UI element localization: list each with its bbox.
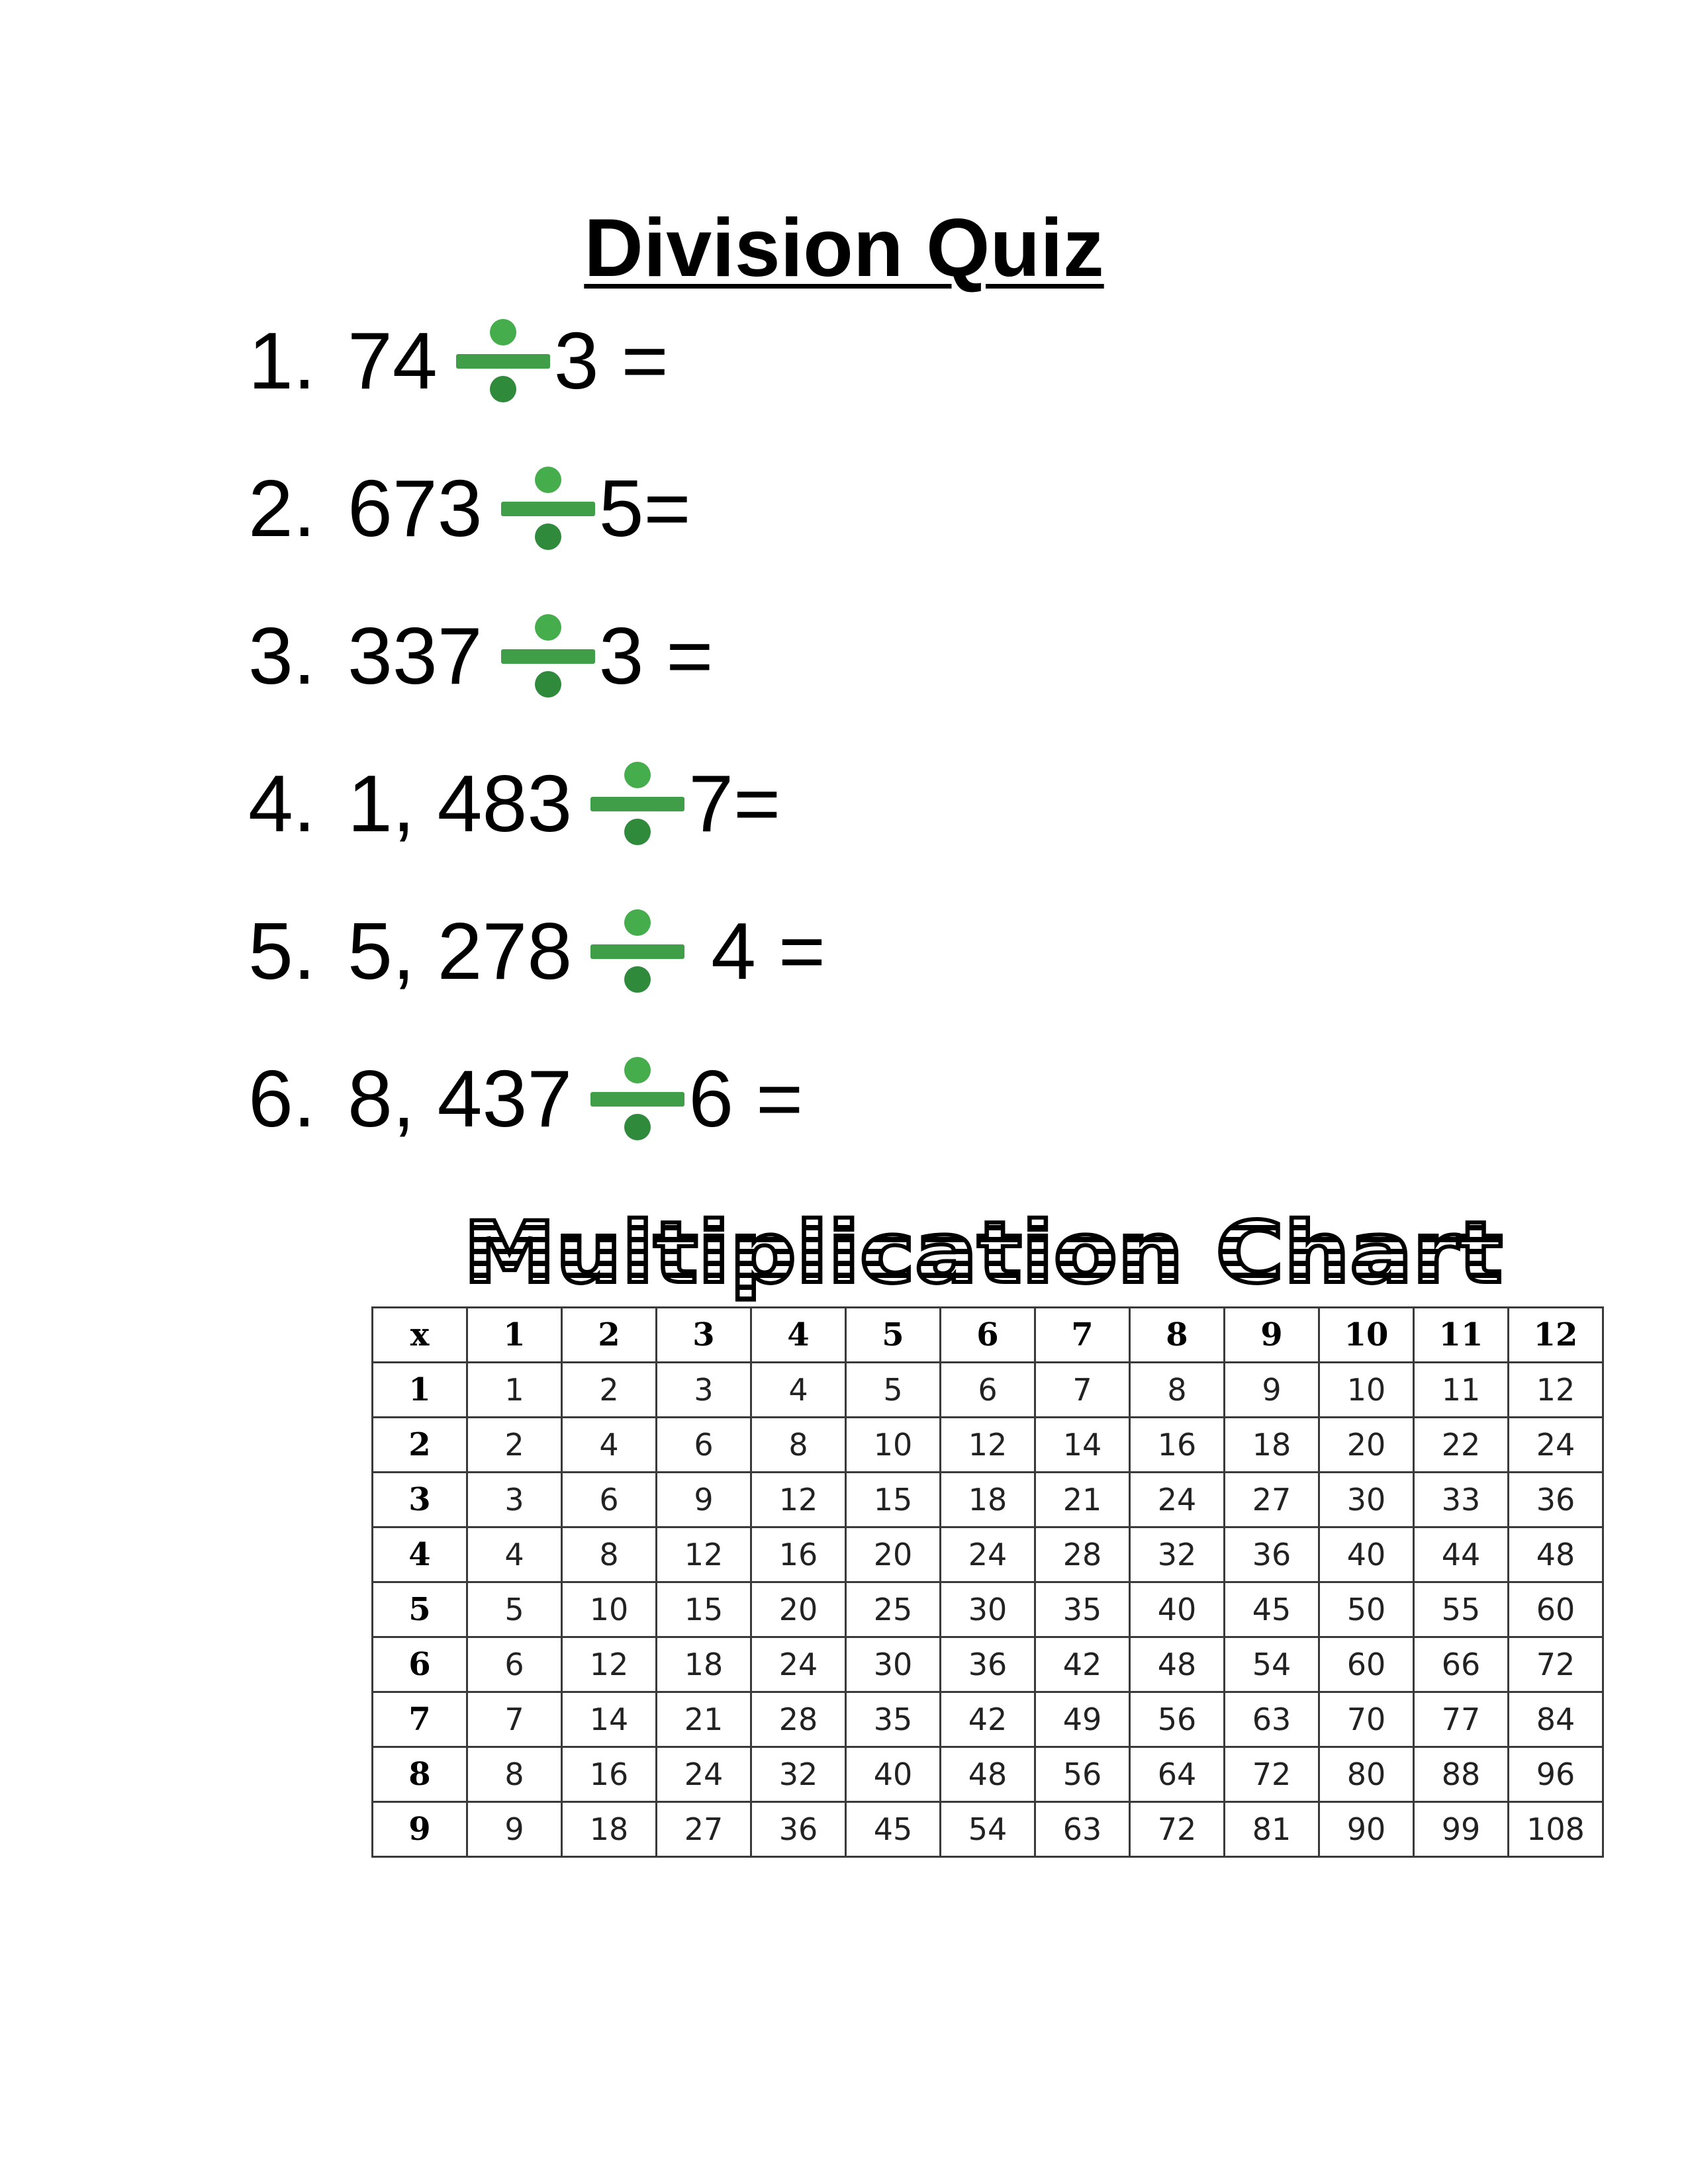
table-cell: 99 (1414, 1802, 1509, 1857)
table-cell: 72 (1130, 1802, 1225, 1857)
problem-number: 3. (248, 611, 316, 701)
table-cell: 4 (562, 1418, 657, 1473)
division-dot-bottom (535, 671, 561, 698)
table-cell: 6 (941, 1363, 1035, 1418)
table-cell: 12 (562, 1637, 657, 1692)
chart-title-text: Multiplication Chart (463, 1204, 1503, 1302)
division-dot-bottom (535, 523, 561, 550)
table-cell: 12 (1509, 1363, 1603, 1418)
division-dot-top (490, 319, 516, 345)
table-cell: 30 (846, 1637, 941, 1692)
table-cell: 18 (657, 1637, 751, 1692)
problem-5 (248, 898, 825, 1004)
problem-1 (248, 308, 669, 414)
division-dot-bottom (624, 819, 651, 845)
table-cell: 45 (846, 1802, 941, 1857)
table-row (373, 1747, 1603, 1802)
problem-dividend: 673 (348, 463, 483, 553)
table-cell: 12 (657, 1527, 751, 1582)
table-cell: 15 (657, 1582, 751, 1637)
division-sign-icon (501, 465, 595, 551)
problem-number: 5. (248, 906, 316, 996)
division-dot-top (624, 1057, 651, 1083)
division-dot-bottom (624, 966, 651, 993)
problem-dividend: 5, 278 (348, 906, 573, 996)
table-header-cell: 7 (1035, 1308, 1130, 1363)
table-cell: 32 (751, 1747, 846, 1802)
table-cell: 2 (467, 1418, 562, 1473)
table-cell: 16 (1130, 1418, 1225, 1473)
table-cell: 8 (1130, 1363, 1225, 1418)
table-cell: 30 (941, 1582, 1035, 1637)
table-cell: 3 (467, 1473, 562, 1527)
table-header-cell: 10 (1319, 1308, 1414, 1363)
division-sign-icon (456, 318, 550, 404)
division-dot-bottom (624, 1114, 651, 1140)
table-cell: 44 (1414, 1527, 1509, 1582)
table-cell: 6 (562, 1473, 657, 1527)
table-cell: 80 (1319, 1747, 1414, 1802)
table-cell: 40 (1319, 1527, 1414, 1582)
table-cell: 14 (562, 1692, 657, 1747)
problem-divisor: 3 = (553, 316, 669, 406)
problem-dividend: 8, 437 (348, 1054, 573, 1144)
problem-divisor: 6 = (688, 1054, 804, 1144)
table-row (373, 1418, 1603, 1473)
problem-4 (248, 751, 780, 856)
page-title: Division Quiz (584, 203, 1104, 294)
table-cell: 24 (657, 1747, 751, 1802)
table-cell: 11 (1414, 1363, 1509, 1418)
table-cell: 5 (467, 1582, 562, 1637)
table-cell: 63 (1035, 1802, 1130, 1857)
table-cell: 36 (941, 1637, 1035, 1692)
table-cell: 60 (1319, 1637, 1414, 1692)
table-header-cell: 2 (562, 1308, 657, 1363)
table-row-header-cell: 2 (373, 1418, 467, 1473)
problem-number: 1. (248, 316, 316, 406)
table-cell: 28 (1035, 1527, 1130, 1582)
division-sign-icon (501, 613, 595, 699)
table-cell: 32 (1130, 1527, 1225, 1582)
table-header-cell: 4 (751, 1308, 846, 1363)
table-cell: 24 (751, 1637, 846, 1692)
table-cell: 8 (562, 1527, 657, 1582)
table-row (373, 1527, 1603, 1582)
problem-6 (248, 1046, 803, 1152)
table-cell: 36 (751, 1802, 846, 1857)
table-cell: 20 (846, 1527, 941, 1582)
table-row-header-cell: 3 (373, 1473, 467, 1527)
table-header-cell: 9 (1225, 1308, 1319, 1363)
table-cell: 72 (1225, 1747, 1319, 1802)
table-row (373, 1363, 1603, 1418)
multiplication-table (371, 1306, 1604, 1858)
table-cell: 42 (1035, 1637, 1130, 1692)
problem-divisor: 7= (688, 758, 781, 848)
table-cell: 33 (1414, 1473, 1509, 1527)
division-bar (590, 944, 684, 959)
problem-dividend: 74 (348, 316, 438, 406)
division-sign-icon (590, 760, 684, 846)
table-cell: 3 (657, 1363, 751, 1418)
table-header-cell: x (373, 1308, 467, 1363)
table-row (373, 1692, 1603, 1747)
table-row-header-cell: 5 (373, 1582, 467, 1637)
table-cell: 10 (846, 1418, 941, 1473)
table-cell: 48 (941, 1747, 1035, 1802)
table-cell: 6 (467, 1637, 562, 1692)
table-cell: 96 (1509, 1747, 1603, 1802)
table-cell: 10 (562, 1582, 657, 1637)
table-cell: 18 (562, 1802, 657, 1857)
table-cell: 9 (657, 1473, 751, 1527)
table-cell: 22 (1414, 1418, 1509, 1473)
table-cell: 64 (1130, 1747, 1225, 1802)
table-row-header-cell: 1 (373, 1363, 467, 1418)
table-row (373, 1637, 1603, 1692)
problem-number: 2. (248, 463, 316, 553)
table-cell: 1 (467, 1363, 562, 1418)
table-cell: 35 (1035, 1582, 1130, 1637)
table-cell: 6 (657, 1418, 751, 1473)
table-cell: 56 (1130, 1692, 1225, 1747)
table-cell: 35 (846, 1692, 941, 1747)
table-cell: 5 (846, 1363, 941, 1418)
table-cell: 63 (1225, 1692, 1319, 1747)
table-cell: 54 (1225, 1637, 1319, 1692)
table-cell: 88 (1414, 1747, 1509, 1802)
division-dot-top (624, 762, 651, 788)
table-cell: 8 (751, 1418, 846, 1473)
table-row-header-cell: 4 (373, 1527, 467, 1582)
table-cell: 12 (941, 1418, 1035, 1473)
table-header-cell: 5 (846, 1308, 941, 1363)
division-dot-top (624, 909, 651, 936)
table-cell: 18 (1225, 1418, 1319, 1473)
table-cell: 90 (1319, 1802, 1414, 1857)
table-cell: 40 (1130, 1582, 1225, 1637)
table-header-row (373, 1308, 1603, 1363)
table-cell: 66 (1414, 1637, 1509, 1692)
table-cell: 12 (751, 1473, 846, 1527)
table-cell: 24 (1509, 1418, 1603, 1473)
division-dot-bottom (490, 376, 516, 402)
table-cell: 25 (846, 1582, 941, 1637)
table-header-cell: 1 (467, 1308, 562, 1363)
division-dot-top (535, 614, 561, 641)
table-header-cell: 6 (941, 1308, 1035, 1363)
table-cell: 24 (1130, 1473, 1225, 1527)
table-cell: 49 (1035, 1692, 1130, 1747)
table-cell: 10 (1319, 1363, 1414, 1418)
division-sign-icon (590, 908, 684, 994)
division-bar (590, 797, 684, 811)
table-cell: 42 (941, 1692, 1035, 1747)
table-row (373, 1582, 1603, 1637)
table-row-header-cell: 6 (373, 1637, 467, 1692)
table-cell: 56 (1035, 1747, 1130, 1802)
table-cell: 18 (941, 1473, 1035, 1527)
table-cell: 9 (1225, 1363, 1319, 1418)
table-cell: 28 (751, 1692, 846, 1747)
table-cell: 30 (1319, 1473, 1414, 1527)
chart-title (463, 1201, 1523, 1307)
table-cell: 77 (1414, 1692, 1509, 1747)
problem-divisor: 5= (598, 463, 691, 553)
table-header-cell: 11 (1414, 1308, 1509, 1363)
table-cell: 27 (1225, 1473, 1319, 1527)
division-dot-top (535, 467, 561, 493)
table-cell: 55 (1414, 1582, 1509, 1637)
table-header-cell: 3 (657, 1308, 751, 1363)
table-cell: 60 (1509, 1582, 1603, 1637)
problem-2 (248, 455, 691, 561)
table-cell: 36 (1509, 1473, 1603, 1527)
table-cell: 15 (846, 1473, 941, 1527)
table-cell: 21 (1035, 1473, 1130, 1527)
division-sign-icon (590, 1056, 684, 1142)
table-cell: 21 (657, 1692, 751, 1747)
problem-dividend: 337 (348, 611, 483, 701)
table-cell: 7 (467, 1692, 562, 1747)
problem-divisor: 4 = (688, 906, 826, 996)
division-bar (501, 502, 595, 516)
table-cell: 50 (1319, 1582, 1414, 1637)
table-cell: 45 (1225, 1582, 1319, 1637)
table-cell: 36 (1225, 1527, 1319, 1582)
table-cell: 54 (941, 1802, 1035, 1857)
table-cell: 70 (1319, 1692, 1414, 1747)
division-bar (590, 1092, 684, 1107)
table-cell: 40 (846, 1747, 941, 1802)
table-cell: 48 (1509, 1527, 1603, 1582)
table-cell: 8 (467, 1747, 562, 1802)
table-row-header-cell: 7 (373, 1692, 467, 1747)
table-cell: 48 (1130, 1637, 1225, 1692)
problem-divisor: 3 = (598, 611, 714, 701)
problem-number: 4. (248, 758, 316, 848)
table-cell: 9 (467, 1802, 562, 1857)
table-cell: 84 (1509, 1692, 1603, 1747)
table-cell: 20 (1319, 1418, 1414, 1473)
table-cell: 81 (1225, 1802, 1319, 1857)
table-cell: 14 (1035, 1418, 1130, 1473)
table-cell: 16 (562, 1747, 657, 1802)
division-bar (501, 649, 595, 664)
table-header-cell: 8 (1130, 1308, 1225, 1363)
table-cell: 108 (1509, 1802, 1603, 1857)
table-cell: 16 (751, 1527, 846, 1582)
table-cell: 24 (941, 1527, 1035, 1582)
table-row-header-cell: 9 (373, 1802, 467, 1857)
problem-number: 6. (248, 1054, 316, 1144)
table-header-cell: 12 (1509, 1308, 1603, 1363)
table-cell: 72 (1509, 1637, 1603, 1692)
table-row-header-cell: 8 (373, 1747, 467, 1802)
problem-3 (248, 603, 714, 709)
table-cell: 20 (751, 1582, 846, 1637)
table-cell: 4 (751, 1363, 846, 1418)
table-cell: 2 (562, 1363, 657, 1418)
table-cell: 4 (467, 1527, 562, 1582)
table-cell: 7 (1035, 1363, 1130, 1418)
problem-dividend: 1, 483 (348, 758, 573, 848)
division-bar (456, 354, 550, 369)
table-row (373, 1473, 1603, 1527)
table-cell: 27 (657, 1802, 751, 1857)
table-row (373, 1802, 1603, 1857)
